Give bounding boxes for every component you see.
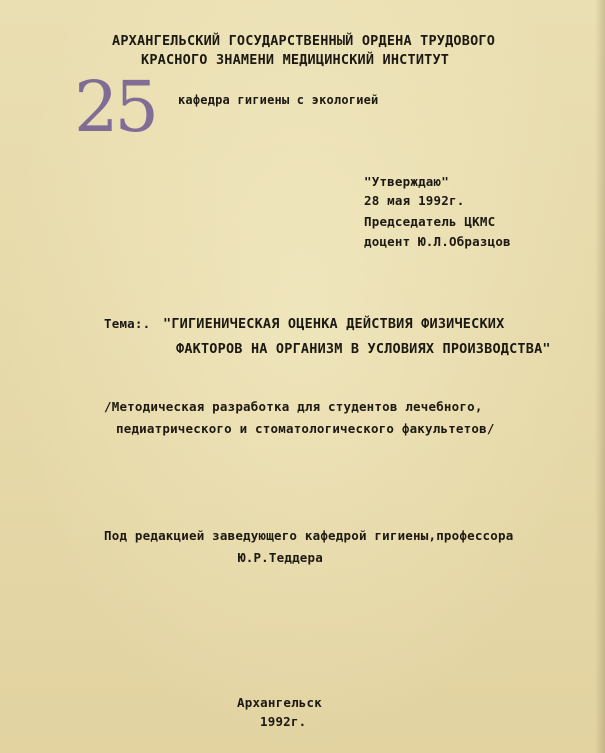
approval-person: доцент Ю.Л.Образцов [364,234,511,249]
institute-name-line1: АРХАНГЕЛЬСКИЙ ГОСУДАРСТВЕННЫЙ ОРДЕНА ТРУДОВОГО [112,33,496,49]
approval-date: 28 мая 1992г. [364,193,465,208]
approval-label: "Утверждаю" [364,174,449,189]
publication-year: 1992г. [260,714,307,729]
topic-title-line1: "ГИГИЕНИЧЕСКАЯ ОЦЕНКА ДЕЙСТВИЯ ФИЗИЧЕСКИХ [163,316,505,332]
department-name: кафедра гигиены с экологией [178,93,379,107]
description-line1: /Методическая разработка для студентов лечебного, [104,399,483,414]
publication-city: Архангельск [237,695,322,710]
description-line2: педиатрического и стоматологического факультетов/ [116,421,495,436]
page-edge-shadow [595,0,605,753]
approval-position: Председатель ЦКМС [364,214,496,229]
topic-title-line2: ФАКТОРОВ НА ОРГАНИЗМ В УСЛОВИЯХ ПРОИЗВОДСТВА" [176,341,551,357]
editor-line2: Ю.Р.Теддера [238,550,323,565]
institute-name-line2: КРАСНОГО ЗНАМЕНИ МЕДИЦИНСКИЙ ИНСТИТУТ [141,52,450,68]
stamp-number: 25 [74,66,156,148]
topic-label: Тема:. [104,316,151,331]
editor-line1: Под редакцией заведующего кафедрой гигиены,профессора [104,528,514,543]
